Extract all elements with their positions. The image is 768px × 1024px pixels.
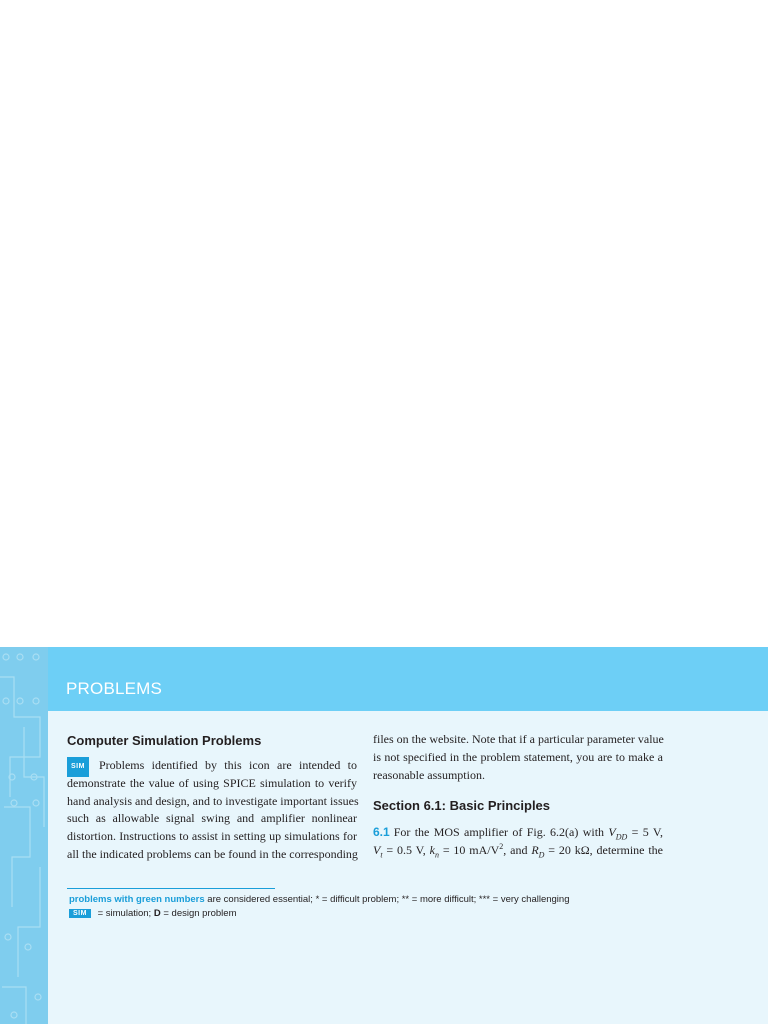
right-column-paragraph — [373, 731, 663, 784]
paragraph-line: is not specified in the problem statement, you are to make a — [373, 749, 663, 764]
problem-number: 6.1 — [373, 825, 390, 839]
problem-line: $V_t = 0.5$ V, $k_n = 10$ $mA/V^2$, and $R_D = 20$ kΩ, determine the — [373, 841, 663, 860]
footnote-line-2: SIM = simulation; D = design problem — [69, 908, 237, 919]
banner-title: PROBLEMS — [66, 679, 163, 698]
section-banner — [48, 647, 768, 711]
left-column-paragraph — [67, 757, 357, 864]
paragraph-line: such as allowable signal swing and amplifier nonlinear — [67, 811, 357, 826]
paragraph-line: distortion. Instructions to assist in setting up simulations for — [67, 829, 357, 844]
decorative-circuit-strip — [0, 647, 48, 1024]
problem-line: 6.1 For the MOS amplifier of Fig. 6.2(a) with $V_{DD} = 5$ V, — [373, 825, 664, 842]
circuit-pattern-icon — [0, 647, 48, 1024]
paragraph-line: all the indicated problems can be found in the corresponding — [67, 846, 358, 861]
paragraph-line: SIM Problems identified by this icon are intended to — [67, 757, 357, 775]
footnote-line-1: problems with green numbers are considered essential; * = difficult problem; ** = more difficult; *** = very challenging — [69, 894, 570, 905]
sim-icon: SIM — [69, 909, 91, 918]
heading-section-6-1: Section 6.1: Basic Principles — [373, 798, 551, 813]
paragraph-line: files on the website. Note that if a particular parameter value — [373, 732, 664, 746]
paragraph-line: reasonable assumption. — [373, 767, 485, 782]
paragraph-line: demonstrate the value of using SPICE simulation to verify — [67, 775, 357, 790]
paragraph-line: hand analysis and design, and to investigate important issues — [67, 793, 359, 808]
problem-6-1 — [373, 824, 663, 860]
sim-icon: SIM — [67, 757, 89, 777]
footnote-rule — [67, 888, 275, 889]
heading-computer-simulation: Computer Simulation Problems — [67, 733, 262, 748]
